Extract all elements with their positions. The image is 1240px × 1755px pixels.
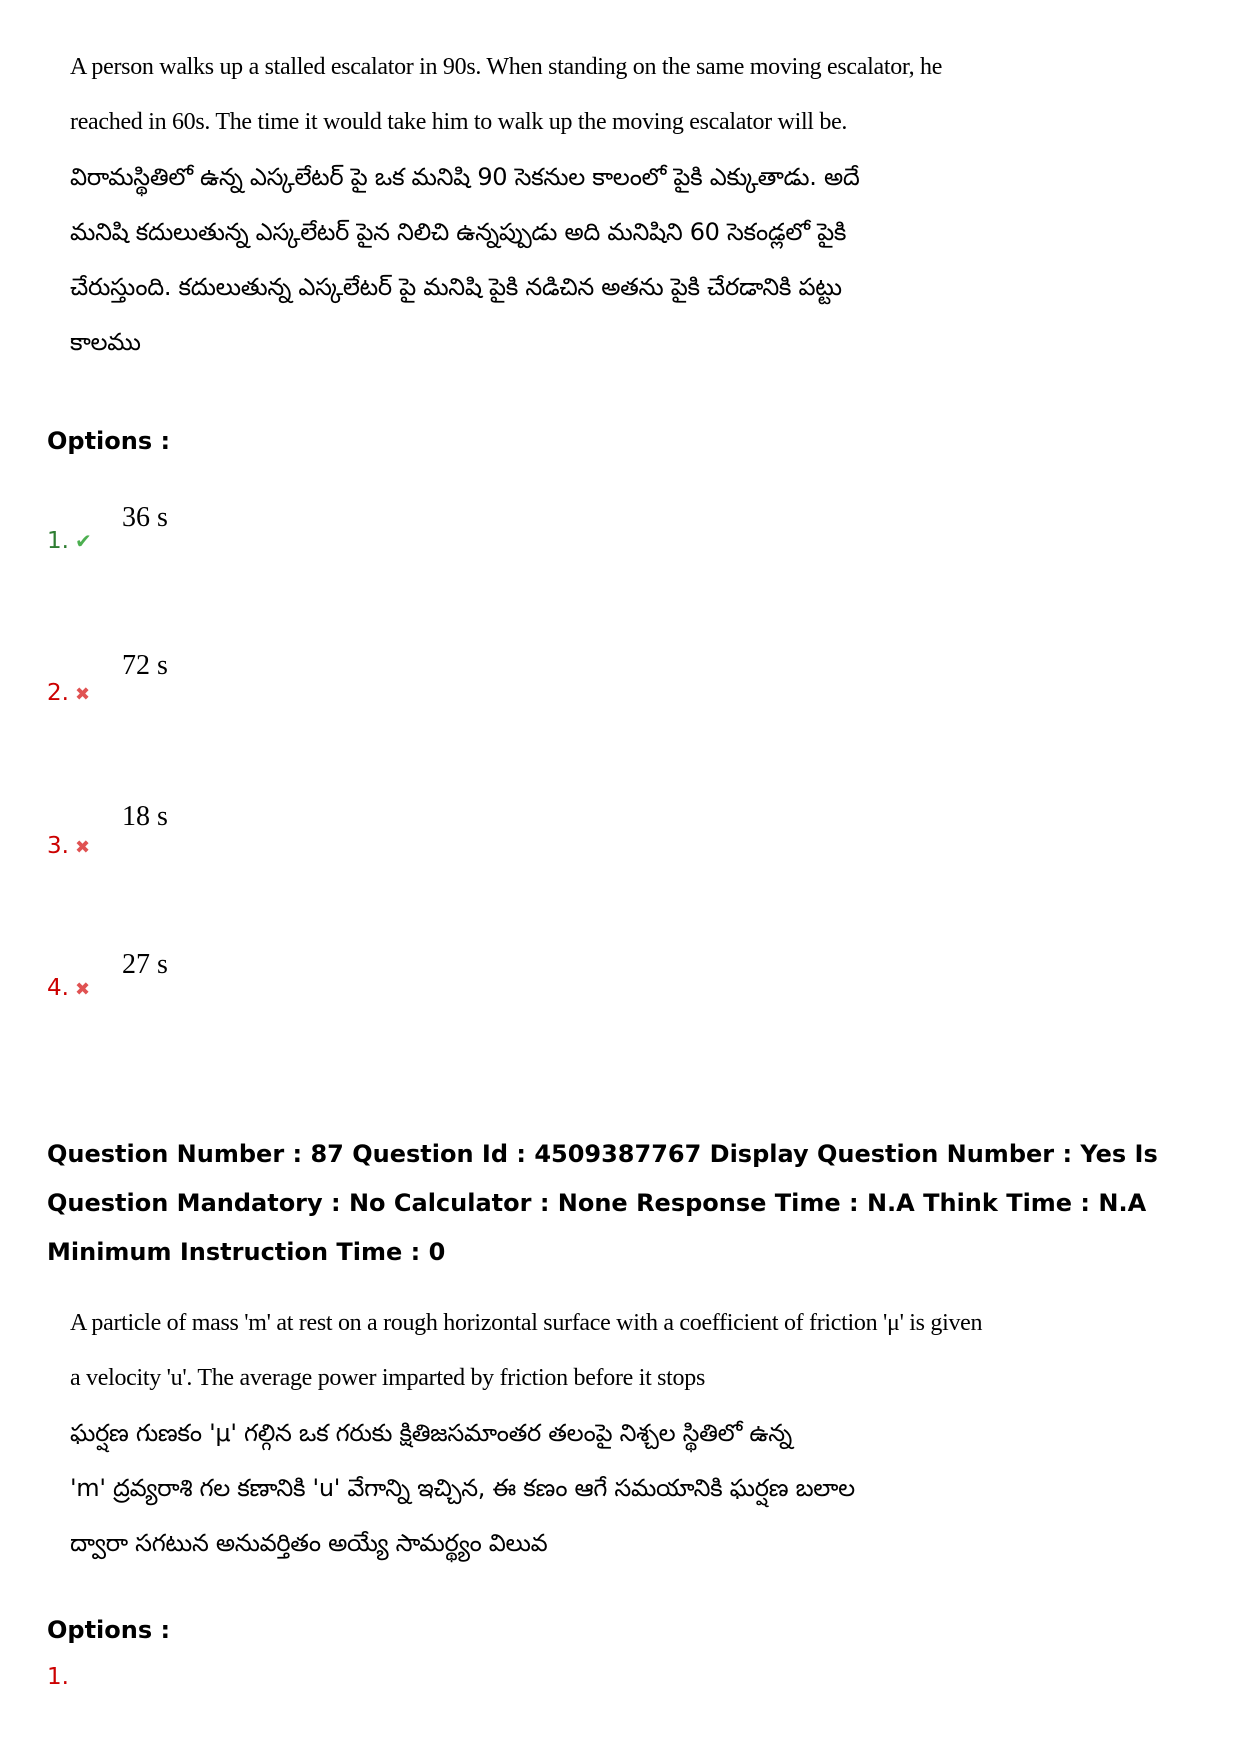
question-telugu-line: ఘర్షణ గుణకం 'μ' గల్గిన ఒక గరుకు క్షితిజసమాంతర తలంపై నిశ్చల స్థితిలో ఉన్న xyxy=(70,1419,792,1447)
options-label: Options : xyxy=(47,427,171,455)
option-2 xyxy=(47,680,90,706)
option-number: 4. xyxy=(47,975,69,1001)
question-telugu-line: మనిషి కదులుతున్న ఎస్కలేటర్ పైన నిలిచి ఉన్నప్పుడు అది మనిషిని 60 సెకండ్లలో పైకి xyxy=(70,218,847,246)
question-english-line: a velocity 'u'. The average power imparted by friction before it stops xyxy=(70,1365,705,1391)
option-1-value: 36 s xyxy=(122,502,168,533)
option-3 xyxy=(47,833,90,859)
question-87-text xyxy=(70,1296,982,1571)
cross-icon: ✖ xyxy=(74,684,91,705)
question-telugu-line: చేరుస్తుంది. కదులుతున్న ఎస్కలేటర్ పై మనిషి పైకి నడిచిన అతను పైకి చేరడానికి పట్టు xyxy=(70,273,842,301)
option-1 xyxy=(47,528,92,554)
question-english-line: A person walks up a stalled escalator in 90s. When standing on the same moving escalator, he xyxy=(70,54,943,80)
question-english-line: A particle of mass 'm' at rest on a rough horizontal surface with a coefficient of friction 'μ' is given xyxy=(70,1310,983,1336)
cross-icon: ✖ xyxy=(74,837,91,858)
question-87-meta: Question Number : 87 Question Id : 4509387767 Display Question Number : Yes Is Question Mandatory : No Calculator : None Response Time : N.A Think Time : N.A Minimum Instruction Time : 0 xyxy=(47,1140,1158,1266)
option-4-value: 27 s xyxy=(122,949,168,980)
option-3-value: 18 s xyxy=(122,801,168,832)
question-telugu-line: విరామస్థితిలో ఉన్న ఎస్కలేటర్ పై ఒక మనిషి 90 సెకనుల కాలంలో పైకి ఎక్కుతాడు. అదే xyxy=(70,163,860,191)
option-4 xyxy=(47,975,90,1001)
option-2-value: 72 s xyxy=(122,650,168,681)
option-number: 1. xyxy=(47,528,69,554)
option-number: 2. xyxy=(47,680,69,706)
cross-icon: ✖ xyxy=(74,979,91,1000)
question-english-line: reached in 60s. The time it would take him to walk up the moving escalator will be. xyxy=(70,109,848,135)
question-telugu-line: 'm' ద్రవ్యరాశి గల కణానికి 'u' వేగాన్ని ఇచ్చిన, ఈ కణం ఆగే సమయానికి ఘర్షణ బలాల xyxy=(70,1474,855,1502)
option-1: 1. xyxy=(47,1664,69,1690)
question-86-text xyxy=(70,40,942,370)
check-icon: ✔ xyxy=(74,529,92,553)
option-number: 3. xyxy=(47,833,69,859)
question-telugu-line: ద్వారా సగటున అనువర్తితం అయ్యే సామర్థ్యం విలువ xyxy=(70,1529,548,1557)
options-label: Options : xyxy=(47,1616,171,1644)
question-telugu-line: కాలము xyxy=(70,328,141,356)
